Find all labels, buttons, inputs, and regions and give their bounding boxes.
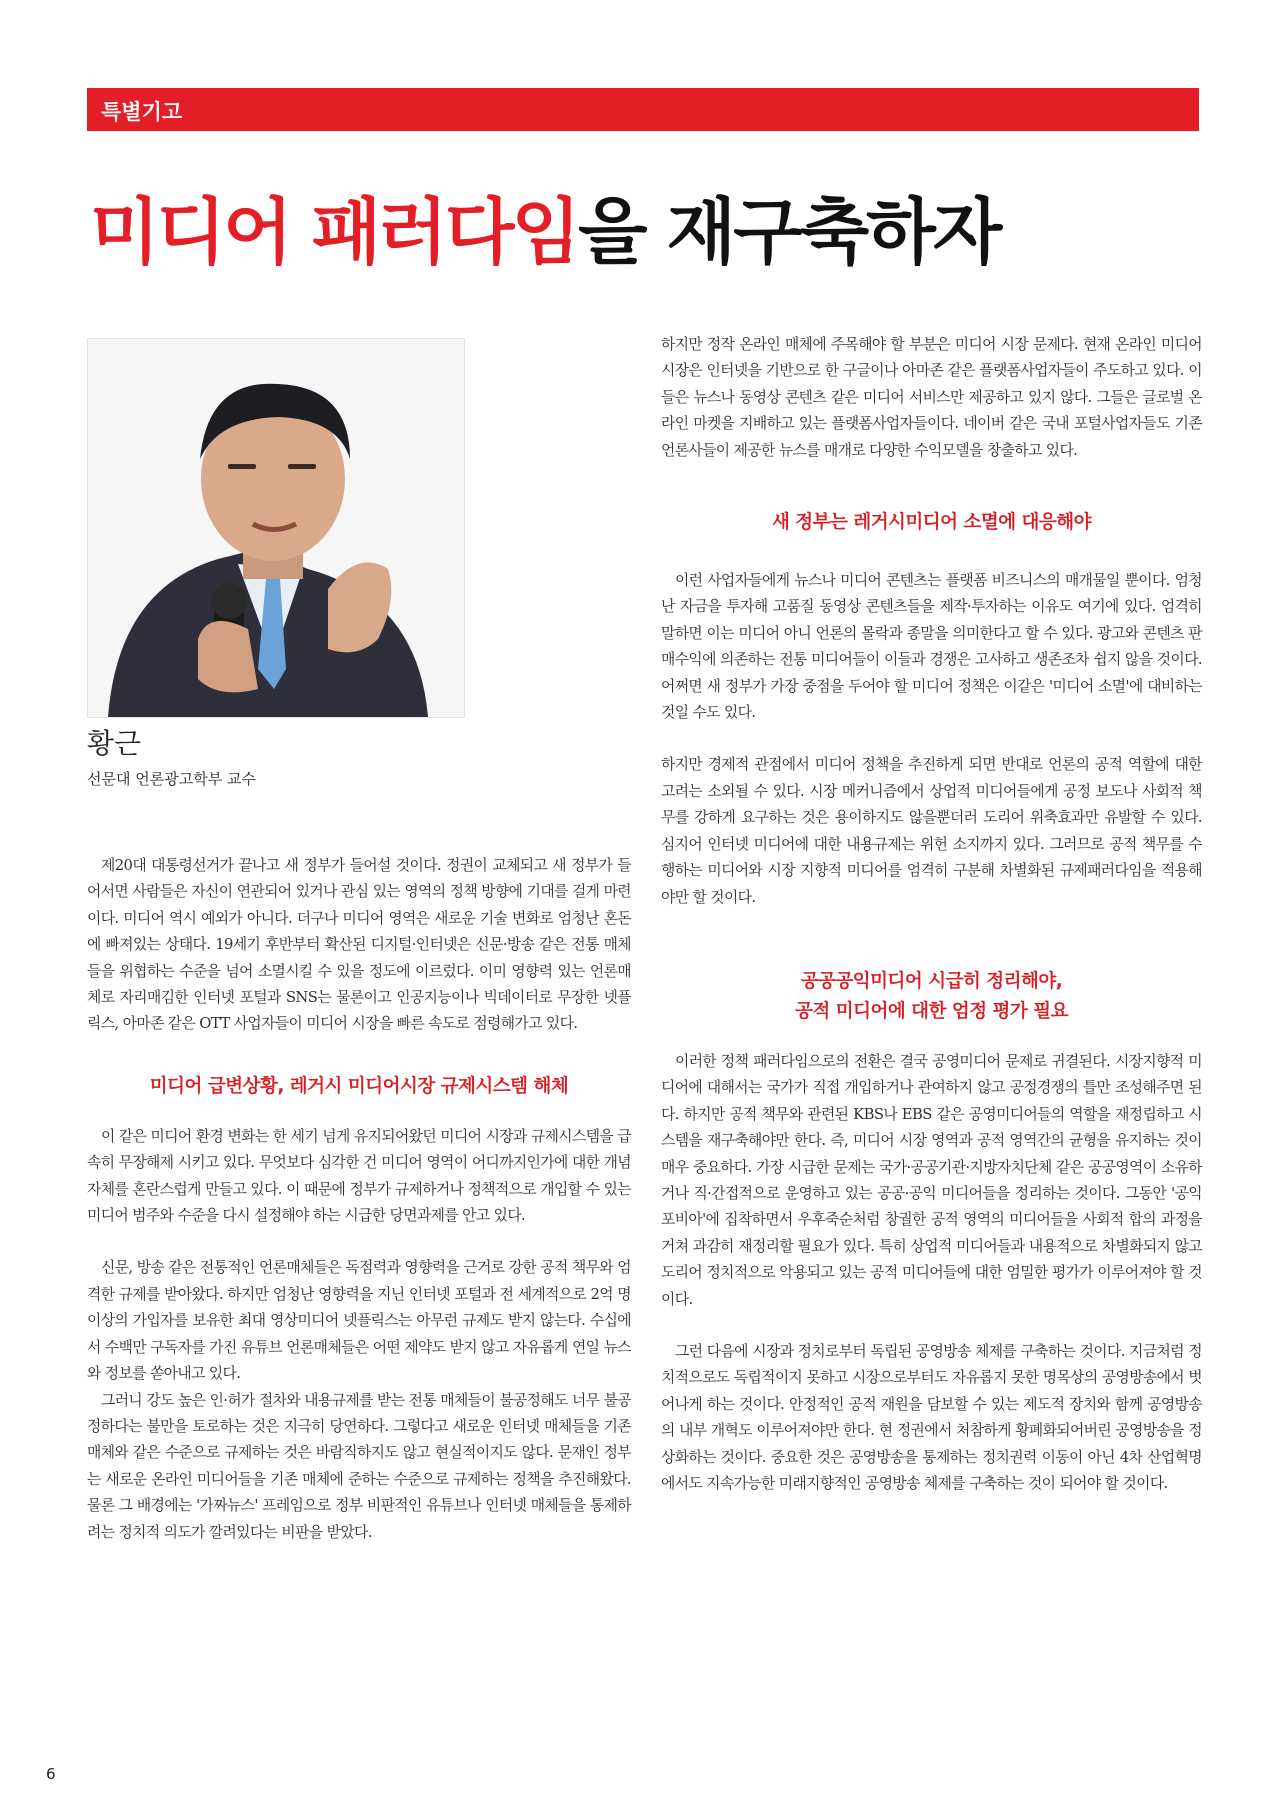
left-column: [87, 853, 631, 1546]
subheading-line: 공공공익미디어 시급히 정리해야,: [800, 970, 1063, 992]
body-paragraph: 그런 다음에 시장과 정치로부터 독립된 공영방송 체제를 구축하는 것이다. 지금처럼 정치적으로도 독립적이지 못하고 시장으로부터도 자유롭지 못한 명목상의 공영방송에서 벗어나게 하는 것이다. 안정적인 공적 재원을 담보할 수 있는 제도적 장치와 함께 공영방송의 내부 개혁도 이루어져야만 한다. 현 정권에서 처참하게 황폐화되어버린 공영방송을 정상화하는 것이다. 중요한 것은 공영방송을 통제하는 정치권력 이동이 아닌 4차 산업혁명에서도 지속가능한 미래지향적인 공영방송 체제를 구축하는 것이 되어야 할 것이다.: [661, 1342, 1202, 1492]
body-paragraph: 신문, 방송 같은 전통적인 언론매체들은 독점력과 영향력을 근거로 강한 공적 책무와 엄격한 규제를 받아왔다. 하지만 엄청난 영향력을 지닌 인터넷 포털과 전 세계적으로 2억 명 이상의 가입자를 보유한 최대 영상미디어 넷플릭스는 아무런 규제도 받지 않는다. 수십에서 수백만 구독자를 가진 유튜브 언론매체들은 어떤 제약도 받지 않고 자유롭게 연일 뉴스와 정보를 쏟아내고 있다.: [87, 1259, 631, 1383]
body-paragraph: 그러니 강도 높은 인·허가 절차와 내용규제를 받는 전통 매체들이 불공정해도 너무 불공정하다는 불만을 토로하는 것은 지극히 당연하다. 그렇다고 새로운 인터넷 매체들을 기존 매체와 같은 수준으로 규제하는 것은 바람직하지도 않고 현실적이지도 않다. 문재인 정부는 새로운 온라인 미디어들을 기존 매체에 준하는 수준으로 규제하는 정책을 추진해왔다. 물론 그 배경에는 '가짜뉴스' 프레임으로 정부 비판적인 유튜브나 인터넷 매체들을 통제하려는 정치적 의도가 깔려있다는 비판을 받았다.: [87, 1391, 631, 1541]
title-highlight: 미디어 패러다임: [90, 190, 578, 274]
article-title: [90, 190, 999, 274]
body-paragraph: 이 같은 미디어 환경 변화는 한 세기 넘게 유지되어왔던 미디어 시장과 규제시스템을 급속히 무장해제 시키고 있다. 무엇보다 심각한 건 미디어 영역이 어디까지인가에 대한 개념 자체를 혼란스럽게 만들고 있다. 이 때문에 정부가 규제하거나 정책적으로 개입할 수 있는 미디어 범주와 수준을 다시 설정해야 하는 시급한 당면과제를 안고 있다.: [87, 1127, 631, 1225]
section-label: 특별기고: [101, 100, 183, 124]
body-paragraph: 이러한 정책 패러다임으로의 전환은 결국 공영미디어 문제로 귀결된다. 시장지향적 미디어에 대해서는 국가가 직접 개입하거나 관여하지 않고 공정경쟁의 틀만 조성해주면 된다. 하지만 공적 책무와 관련된 KBS나 EBS 같은 공영미디어들의 역할을 재정립하고 시스템을 재구축해야만 한다. 즉, 미디어 시장 영역과 공적 영역간의 균형을 유지하는 것이 매우 중요하다. 가장 시급한 문제는 국가·공공기관·지방자치단체 같은 공공영역이 소유하거나 직·간접적으로 운영하고 있는 공공·공익 미디어들을 정리하는 것이다. 그동안 '공익 포비아'에 집착하면서 우후죽순처럼 창궐한 공적 영역의 미디어들을 사회적 합의 과정을 거쳐 과감히 재정리할 필요가 있다. 특히 상업적 미디어들과 내용적으로 차별화되지 않고 도리어 정치적으로 악용되고 있는 공적 미디어들에 대한 엄밀한 평가가 이루어져야 할 것이다.: [661, 1052, 1202, 1308]
subheading-media-change: 미디어 급변상황, 레거시 미디어시장 규제시스템 해체: [149, 1075, 569, 1097]
author-photo: [87, 338, 465, 718]
body-paragraph: 이런 사업자들에게 뉴스나 미디어 콘텐츠는 플랫폼 비즈니스의 매개물일 뿐이다. 엄청난 자금을 투자해 고품질 동영상 콘텐츠들을 제작·투자하는 이유도 여기에 있다. 엄격히 말하면 이는 미디어 아니 언론의 몰락과 종말을 의미한다고 할 수 있다. 광고와 콘텐츠 판매수익에 의존하는 전통 미디어들이 이들과 경쟁은 고사하고 생존조차 쉽지 않을 것이다. 어쩌면 새 정부가 가장 중점을 두어야 할 미디어 정책은 이같은 '미디어 소멸'에 대비하는 것일 수도 있다.: [661, 572, 1202, 722]
body-paragraph: 하지만 정작 온라인 매체에 주목해야 할 부분은 미디어 시장 문제다. 현재 온라인 미디어 시장은 인터넷을 기반으로 한 구글이나 아마존 같은 플랫폼사업자들이 주도하고 있다. 이들은 뉴스나 동영상 콘텐츠 같은 미디어 서비스만 제공하고 있지 않다. 그들은 글로벌 온라인 마켓을 지배하고 있는 플랫폼사업자들이다. 네이버 같은 국내 포털사업자들도 기존 언론사들이 제공한 뉴스를 매개로 다양한 수익모델을 창출하고 있다.: [661, 336, 1202, 459]
intro-paragraph: 제20대 대통령선거가 끝나고 새 정부가 들어설 것이다. 정권이 교체되고 새 정부가 들어서면 사람들은 자신이 연관되어 있거나 관심 있는 영역의 정책 방향에 기대를 걸게 마련이다. 미디어 역시 예외가 아니다. 더구나 미디어 영역은 새로운 기술 변화로 엄청난 혼돈에 빠져있는 상태다. 19세기 후반부터 확산된 디지털·인터넷은 신문·방송 같은 전통 매체들을 위협하는 수준을 넘어 소멸시킬 수 있을 정도에 이르렀다. 이미 영향력 있는 언론매체로 자리매김한 인터넷 포털과 SNS는 물론이고 인공지능이나 빅데이터로 무장한 넷플릭스, 아마존 같은 OTT 사업자들이 미디어 시장을 빠른 속도로 점령해가고 있다.: [87, 857, 631, 1033]
body-paragraph: 하지만 경제적 관점에서 미디어 정책을 추진하게 되면 반대로 언론의 공적 역할에 대한 고려는 소외될 수 있다. 시장 메커니즘에서 상업적 미디어들에게 공정 보도나 사회적 책무를 강하게 요구하는 것은 용이하지도 않을뿐더러 도리어 위축효과만 유발할 수 있다. 심지어 인터넷 미디어에 대한 내용규제는 위헌 소지까지 있다. 그러므로 공적 책무를 수행하는 미디어와 시장 지향적 미디어를 엄격히 구분해 차별화된 규제패러다임을 적용해야만 할 것이다.: [661, 756, 1202, 906]
page-number: 6: [46, 1765, 56, 1783]
section-banner: [87, 88, 1199, 131]
author-name: 황근: [87, 727, 142, 760]
author-portrait-illustration: [88, 339, 464, 717]
subheading-legacy-media: 새 정부는 레거시미디어 소멸에 대응해야: [771, 512, 1092, 534]
title-rest: 을 재구축하자: [577, 190, 1000, 274]
right-column: [661, 332, 1202, 1497]
subheading-public-media: [661, 967, 1202, 1027]
author-affiliation: 선문대 언론광고학부 교수: [87, 770, 256, 788]
subheading-line: 공적 미디어에 대한 엄정 평가 필요: [795, 1000, 1068, 1022]
